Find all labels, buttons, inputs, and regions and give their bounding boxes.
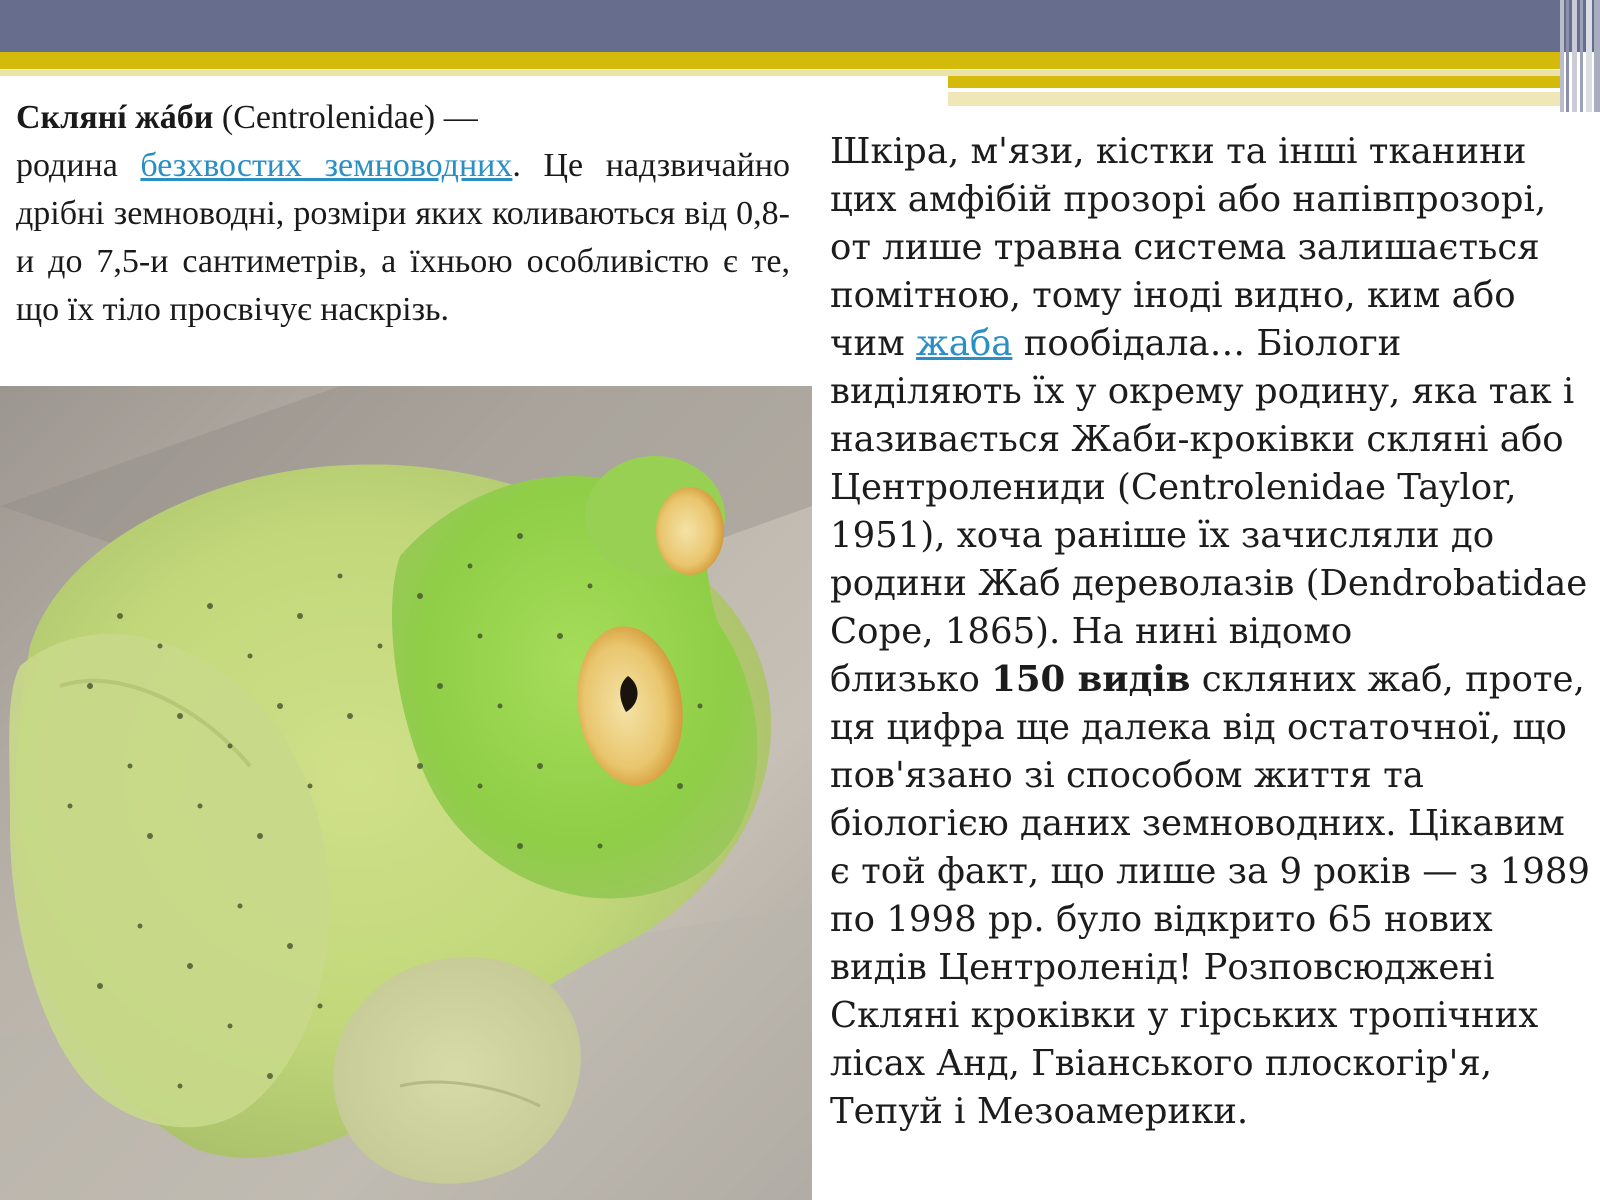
species-count: 150 видів — [991, 659, 1191, 700]
header-band — [0, 0, 1600, 52]
text-line: Cope, 1865). На нині відомо — [830, 611, 1353, 652]
text-line: Тепуй і Мезоамерики. — [830, 1091, 1249, 1132]
text-segment: пообідала… Біологи — [1012, 323, 1402, 364]
corner-stripes — [1560, 0, 1600, 112]
text-line — [830, 656, 1590, 704]
intro-paragraph — [16, 94, 790, 334]
text-segment: близько — [830, 659, 992, 700]
text-segment: . Це — [512, 147, 584, 184]
accent-step — [948, 76, 1560, 88]
text-line: виділяють їх у окрему родину, яка так і — [830, 371, 1575, 412]
text-line: ця цифра ще далека від остаточної, що — [830, 707, 1567, 748]
frog-family-name: Склянí жáби — [16, 99, 214, 136]
intro-text: надзвичайно дрібні земноводні, розміри яких коливаються від 0,8-и до 7,5-и сантиметрів, а їхньою особливістю є те, що їх тіло просвічує наскрізь. — [16, 147, 790, 328]
text-line: видів Центроленід! Розповсюджені — [830, 947, 1495, 988]
text-line: Центролениди (Centrolenidae Taylor, — [830, 467, 1517, 508]
text-line: Шкіра, м'язи, кістки та інші тканини — [830, 131, 1527, 172]
frog-link[interactable]: жаба — [916, 323, 1013, 364]
text-line: біологією даних земноводних. Цікавим — [830, 803, 1565, 844]
accent-step-light — [948, 92, 1560, 106]
text-segment: родина — [16, 147, 141, 184]
text-line: 1951), хоча раніше їх зачисляли до — [830, 515, 1495, 556]
text-line: цих амфібій прозорі або напівпрозорі, — [830, 179, 1547, 220]
description-paragraph — [830, 128, 1590, 1136]
text-line: Скляні кроківки у гірських тропічних — [830, 995, 1539, 1036]
text-line: називається Жаби-кроківки скляні або — [830, 419, 1564, 460]
glass-frog-photo — [0, 386, 812, 1200]
text-segment: скляних жаб, проте, — [1190, 659, 1585, 700]
text-line: помітною, тому іноді видно, ким або — [830, 275, 1516, 316]
text-line: по 1998 рр. було відкрито 65 нових — [830, 899, 1493, 940]
text-line: пов'язано зі способом життя та — [830, 755, 1424, 796]
amphibians-link[interactable]: безхвостих земноводних — [140, 147, 513, 184]
text-line: лісах Анд, Гвіанського плоскогір'я, — [830, 1043, 1493, 1084]
text-line: от лише травна система залишається — [830, 227, 1540, 268]
text-segment: чим — [830, 323, 917, 364]
text-line — [830, 320, 1590, 368]
text-line: родини Жаб дереволазів (Dendrobatidae — [830, 563, 1588, 604]
accent-band — [0, 52, 1560, 69]
text-line: є той факт, що лише за 9 років — з 1989 — [830, 851, 1591, 892]
latin-name: (Centrolenidae) — — [213, 99, 478, 136]
